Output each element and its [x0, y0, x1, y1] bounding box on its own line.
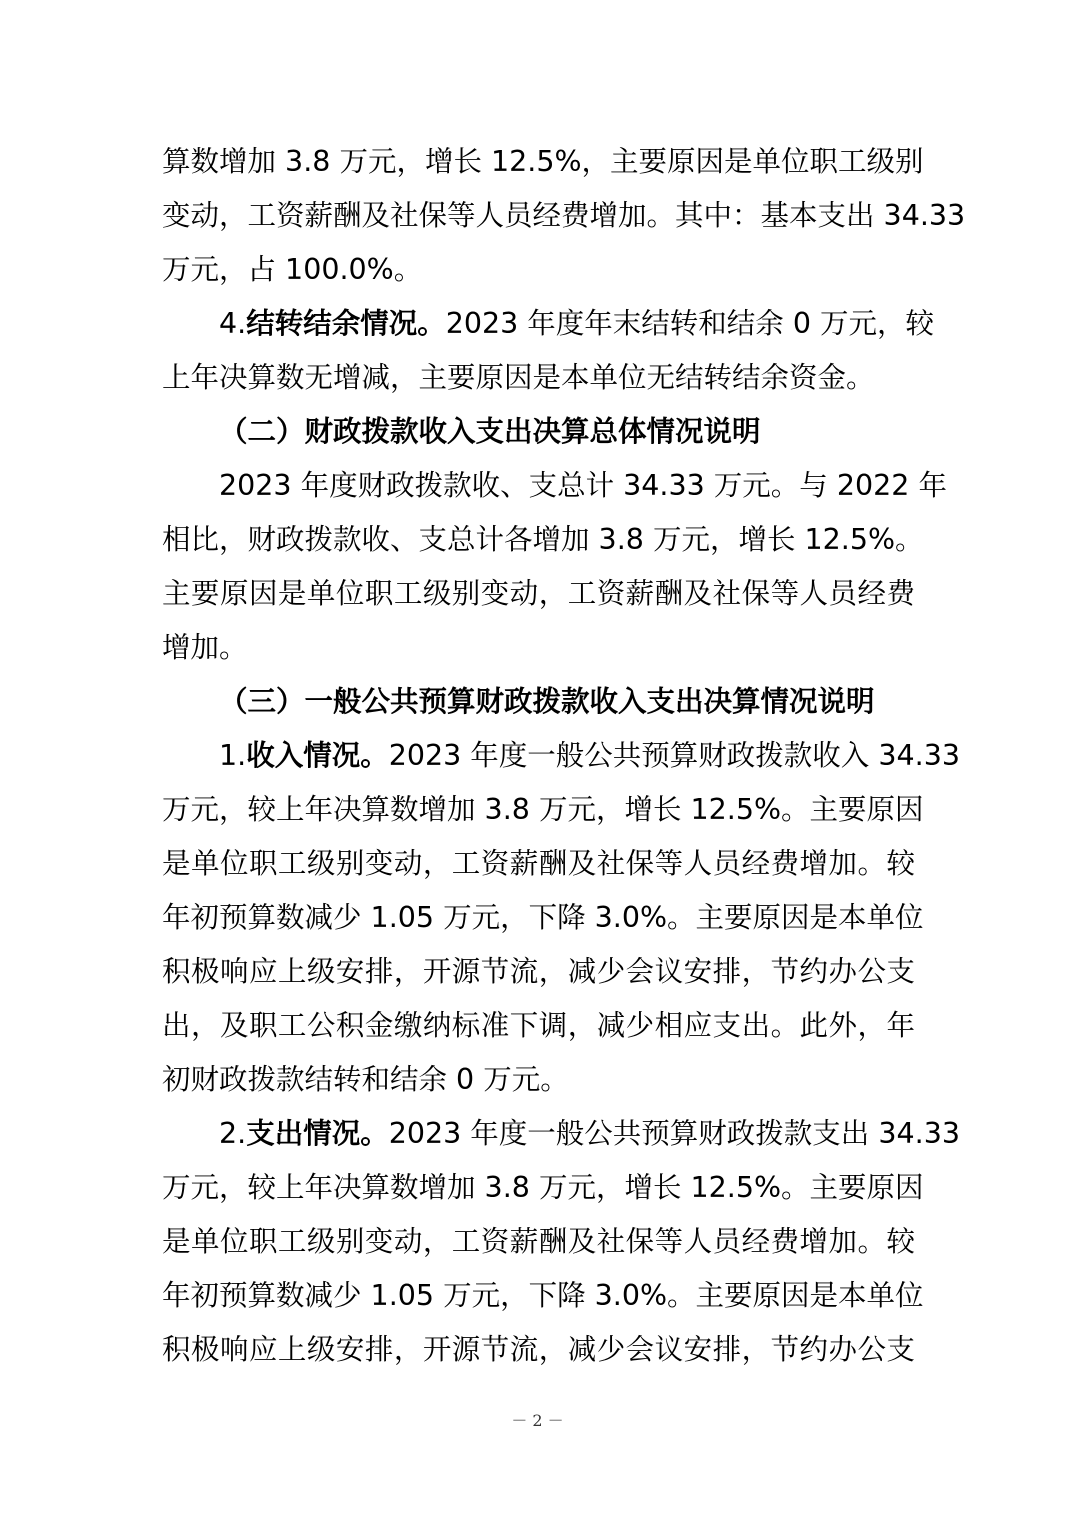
- body-text-line: 积极响应上级安排，开源节流，减少会议安排，节约办公支: [162, 955, 915, 988]
- body-text-line: 2023 年度一般公共预算财政拨款支出 34.33: [388, 1117, 960, 1150]
- body-text-line: 相比，财政拨款收、支总计各增加 3.8 万元，增长 12.5%。: [162, 523, 924, 556]
- income-title: 收入情况。: [246, 739, 389, 772]
- section-4-number: 4.: [219, 307, 247, 340]
- body-text-line: 万元，较上年决算数增加 3.8 万元，增长 12.5%。主要原因: [162, 793, 924, 826]
- body-text-line: 2023 年度一般公共预算财政拨款收入 34.33: [388, 739, 960, 772]
- body-text-line: 上年决算数无增减，主要原因是本单位无结转结余资金。: [162, 361, 875, 394]
- body-text-line: 2023 年度年末结转和结余 0 万元，较: [445, 307, 935, 340]
- body-text-line: 算数增加 3.8 万元，增长 12.5%，主要原因是单位职工级别: [162, 145, 924, 178]
- body-text-line: 2023 年度财政拨款收、支总计 34.33 万元。与 2022 年: [219, 469, 947, 502]
- page-number: － 2 －: [511, 1411, 564, 1430]
- body-text-line: 积极响应上级安排，开源节流，减少会议安排，节约办公支: [162, 1333, 915, 1366]
- expenditure-title: 支出情况。: [246, 1117, 389, 1150]
- body-text-line: 初财政拨款结转和结余 0 万元。: [162, 1063, 569, 1096]
- income-number: 1.: [219, 739, 247, 772]
- section-heading-3: （三）一般公共预算财政拨款收入支出决算情况说明: [219, 685, 875, 718]
- body-text-line: 年初预算数减少 1.05 万元，下降 3.0%。主要原因是本单位: [162, 901, 924, 934]
- body-text-line: 万元，较上年决算数增加 3.8 万元，增长 12.5%。主要原因: [162, 1171, 924, 1204]
- body-text-line: 万元，占 100.0%。: [162, 253, 423, 286]
- body-text-line: 增加。: [162, 631, 248, 664]
- section-4-first-line: [219, 297, 935, 351]
- body-text-line: 出，及职工公积金缴纳标准下调，减少相应支出。此外，年: [162, 1009, 915, 1042]
- expenditure-first-line: [219, 1107, 960, 1161]
- body-text-line: 是单位职工级别变动，工资薪酬及社保等人员经费增加。较: [162, 1225, 915, 1258]
- expenditure-number: 2.: [219, 1117, 247, 1150]
- body-text-line: 是单位职工级别变动，工资薪酬及社保等人员经费增加。较: [162, 847, 915, 880]
- body-text-line: 变动，工资薪酬及社保等人员经费增加。其中：基本支出 34.33: [162, 199, 966, 232]
- body-text-line: 主要原因是单位职工级别变动，工资薪酬及社保等人员经费: [162, 577, 915, 610]
- body-text-line: 年初预算数减少 1.05 万元，下降 3.0%。主要原因是本单位: [162, 1279, 924, 1312]
- income-first-line: [219, 729, 960, 783]
- section-4-title: 结转结余情况。: [246, 307, 446, 340]
- section-heading-2: （二）财政拨款收入支出决算总体情况说明: [219, 415, 761, 448]
